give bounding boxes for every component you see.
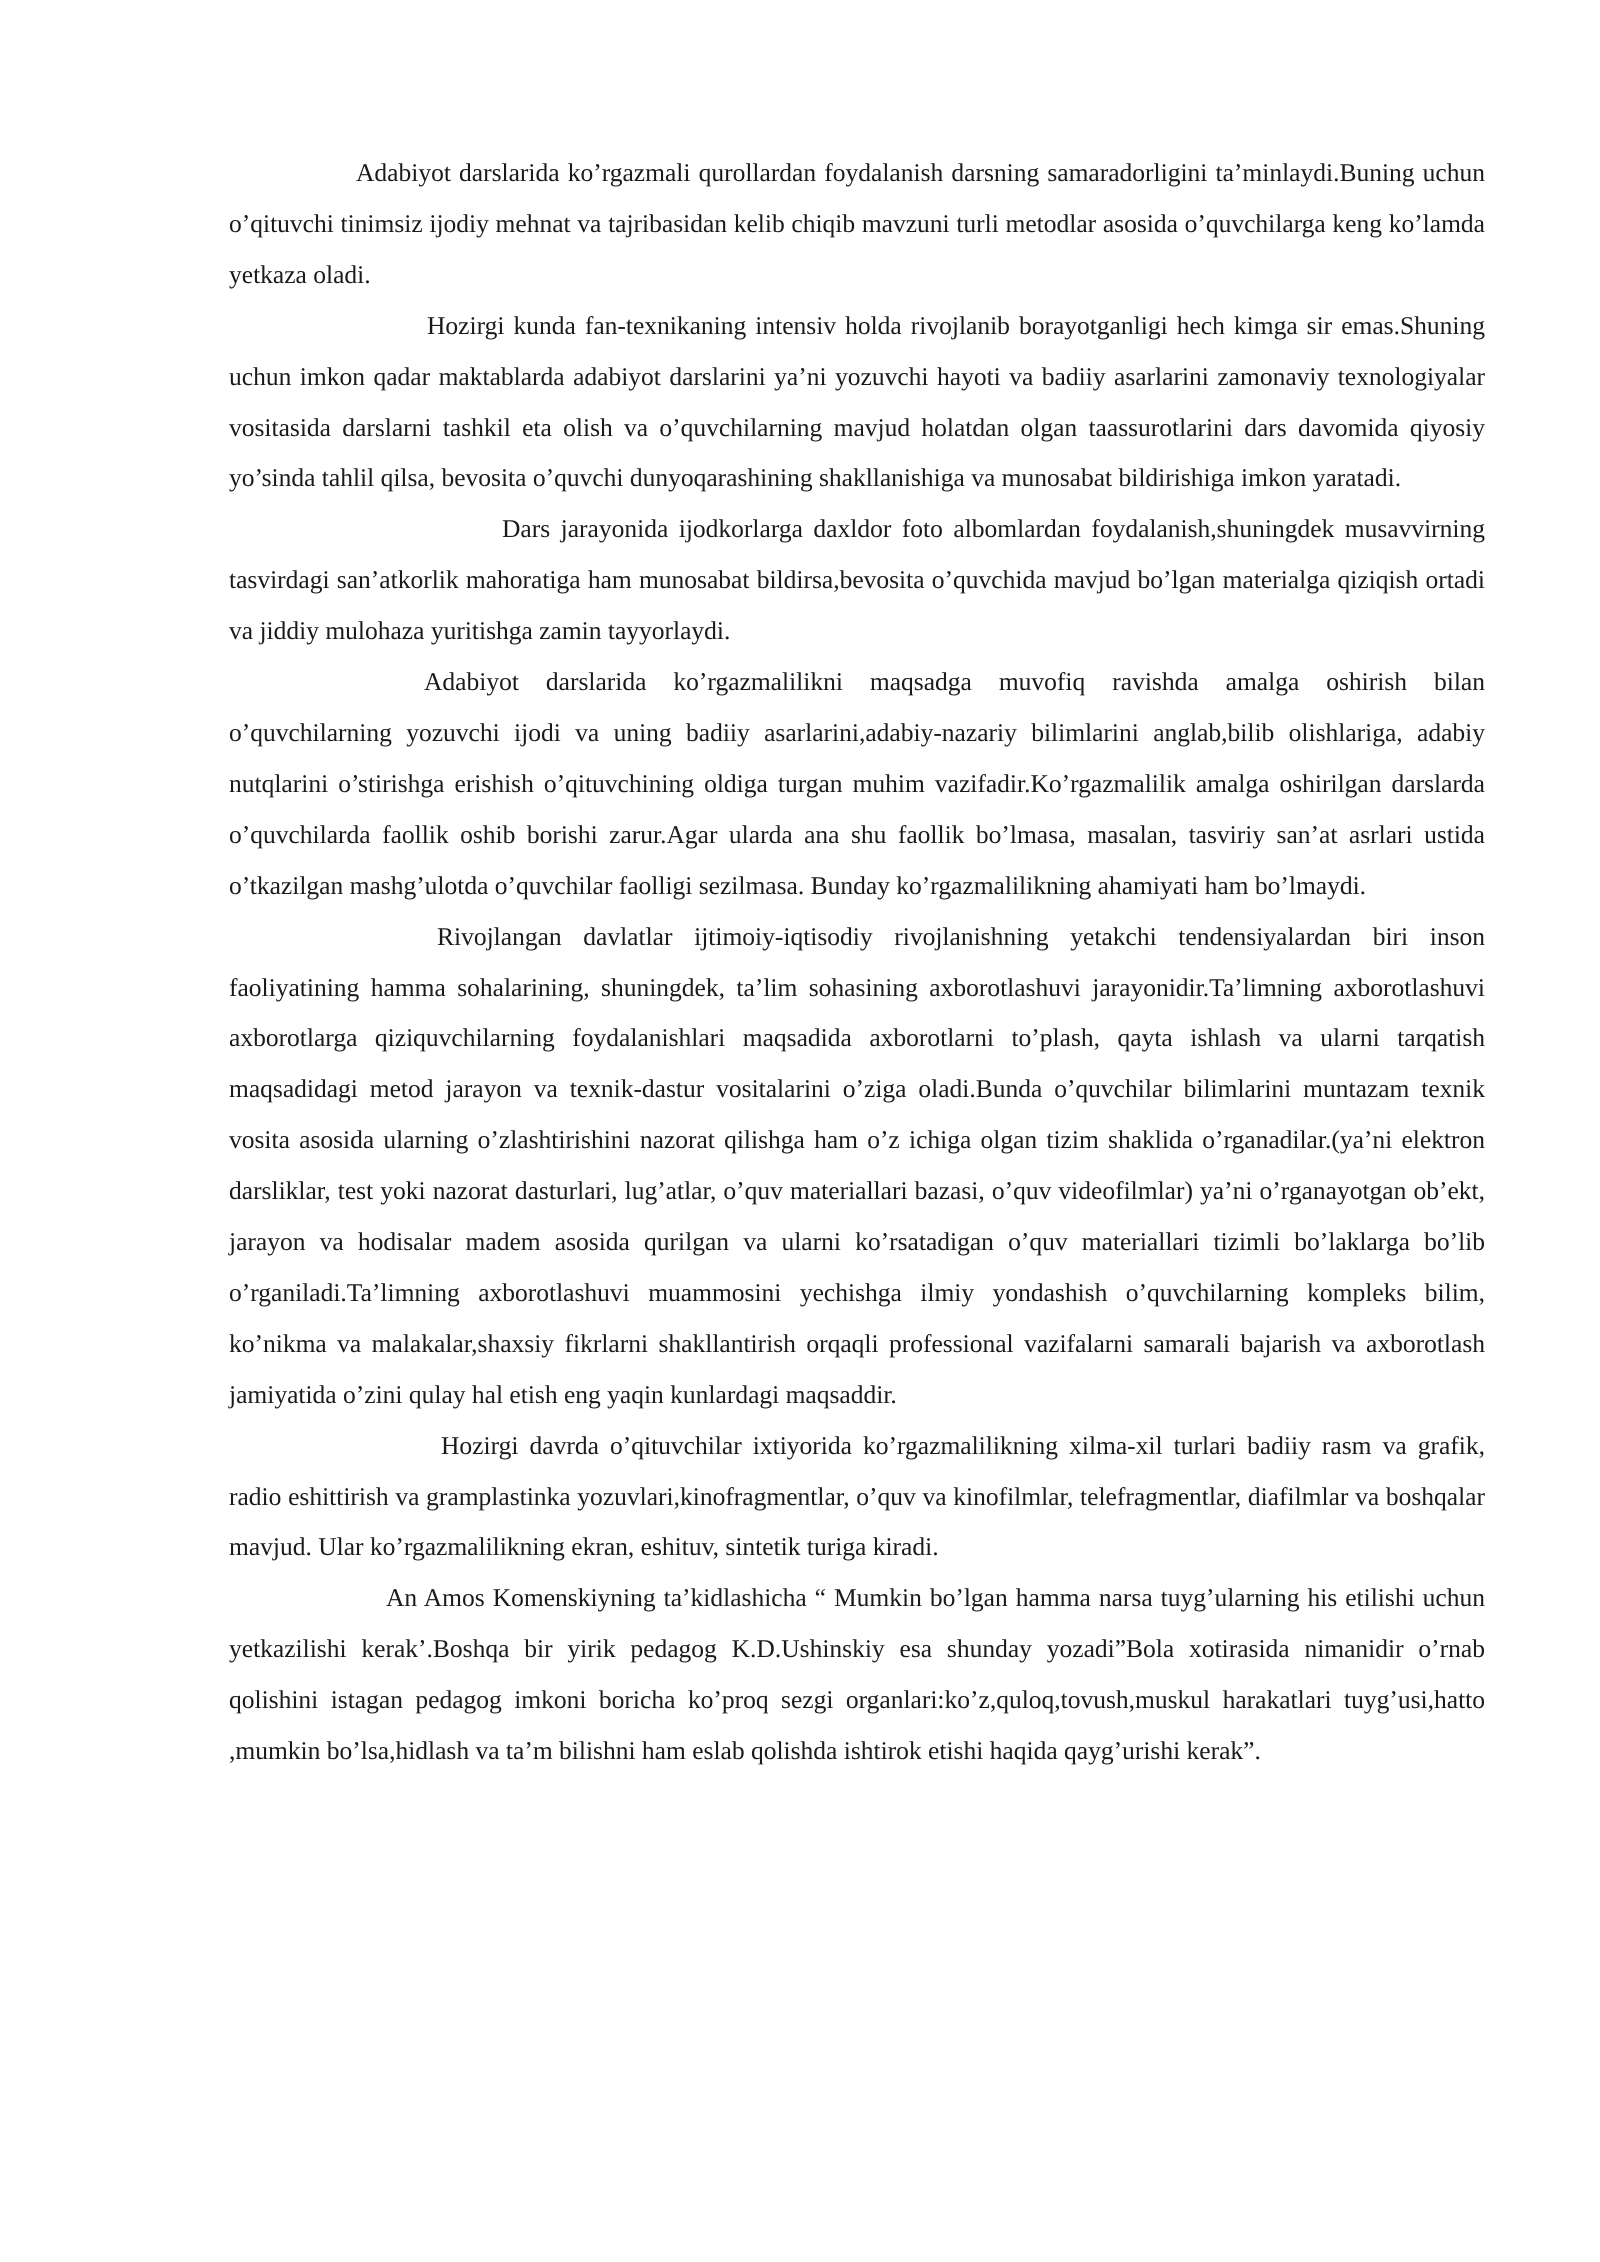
paragraph-4: Adabiyot darslarida ko’rgazmalilikni maqsadga muvofiq ravishda amalga oshirish bilan o’quvchilarning yozuvchi ijodi va uning badiiy asarlarini,adabiy-nazariy bilimlarini anglab,bilib olishlariga, adabiy nutqlarini o’stirishga erishish o’qituvchining oldiga turgan muhim vazifadir.Ko’rgazmalilik amalga oshirilgan darslarda o’quvchilarda faollik oshib borishi zarur.Agar ularda ana shu faollik bo’lmasa, masalan, tasviriy san’at asrlari ustida o’tkazilgan mashg’ulotda o’quvchilar faolligi sezilmasa. Bunday ko’rgazmalilikning ahamiyati ham bo’lmaydi. bbox=[229, 667, 1485, 900]
paragraph-3: Dars jarayonida ijodkorlarga daxldor foto albomlardan foydalanish,shuningdek musavvirning tasvirdagi san’atkorlik mahoratiga ham munosabat bildirsa,bevosita o’quvchida mavjud bo’lgan materialga qiziqish ortadi va jiddiy mulohaza yuritishga zamin tayyorlaydi. bbox=[229, 514, 1485, 646]
paragraph-1: Adabiyot darslarida ko’rgazmali qurollardan foydalanish darsning samaradorligini ta’minlaydi.Buning uchun o’qituvchi tinimsiz ijodiy mehnat va tajribasidan kelib chiqib mavzuni turli metodlar asosida o’quvchilarga keng ko’lamda yetkaza oladi. bbox=[229, 158, 1485, 289]
paragraph-7: An Amos Komenskiyning ta’kidlashicha “ Mumkin bo’lgan hamma narsa tuyg’ularning his etilishi uchun yetkazilishi kerak’.Boshqa bir yirik pedagog K.D.Ushinskiy esa shunday yozadi”Bola xotirasida nimanidir o’rnab qolishini istagan pedagog imkoni boricha ko’proq sezgi organlari:ko’z,quloq,tovush,muskul harakatlari tuyg’usi,hatto ,mumkin bo’lsa,hidlash va ta’m bilishni ham eslab qolishda ishtirok etishi haqida qayg’urishi kerak”. bbox=[229, 1583, 1485, 1766]
paragraph-6: Hozirgi davrda o’qituvchilar ixtiyorida ko’rgazmalilikning xilma-xil turlari badiiy rasm va grafik, radio eshittirish va gramplastinka yozuvlari,kinofragmentlar, o’quv va kinofilmlar, telefragmentlar, diafilmlar va boshqalar mavjud. Ular ko’rgazmalilikning ekran, eshituv, sintetik turiga kiradi. bbox=[229, 1430, 1485, 1562]
paragraph-5: Rivojlangan davlatlar ijtimoiy-iqtisodiy rivojlanishning yetakchi tendensiyalardan biri inson faoliyatining hamma sohalarining, shuningdek, ta’lim sohasining axborotlashuvi jarayonidir.Ta’limning axborotlashuvi axborotlarga qiziquvchilarning foydalanishlari maqsadida axborotlarni to’plash, qayta ishlash va ularni tarqatish maqsadidagi metod jarayon va texnik-dastur vositalarini o’ziga oladi.Bunda o’quvchilar bilimlarini muntazam texnik vosita asosida ularning o’zlashtirishini nazorat qilishga ham o’z ichiga olgan tizim shaklida o’rganadilar.(ya’ni elektron darsliklar, test yoki nazorat dasturlari, lug’atlar, o’quv materiallari bazasi, o’quv videofilmlar) ya’ni o’rganayotgan ob’ekt, jarayon va hodisalar madem asosida qurilgan va ularni ko’rsatadigan o’quv materiallari tizimli bo’laklarga bo’lib o’rganiladi.Ta’limning axborotlashuvi muammosini yechishga ilmiy yondashish o’quvchilarning kompleks bilim, ko’nikma va malakalar,shaxsiy fikrlarni shakllantirish orqaqli professional vazifalarni samarali bajarish va axborotlash jamiyatida o’zini qulay hal etish eng yaqin kunlardagi maqsaddir. bbox=[229, 921, 1485, 1409]
paragraph-2: Hozirgi kunda fan-texnikaning intensiv holda rivojlanib borayotganligi hech kimga sir emas.Shuning uchun imkon qadar maktablarda adabiyot darslarini ya’ni yozuvchi hayoti va badiiy asarlarini zamonaviy texnologiyalar vositasida darslarni tashkil eta olish va o’quvchilarning mavjud holatdan olgan taassurotlarini dars davomida qiyosiy yo’sinda tahlil qilsa, bevosita o’quvchi dunyoqarashining shakllanishiga va munosabat bildirishiga imkon yaratadi. bbox=[229, 310, 1485, 493]
document-page bbox=[229, 148, 1485, 1777]
